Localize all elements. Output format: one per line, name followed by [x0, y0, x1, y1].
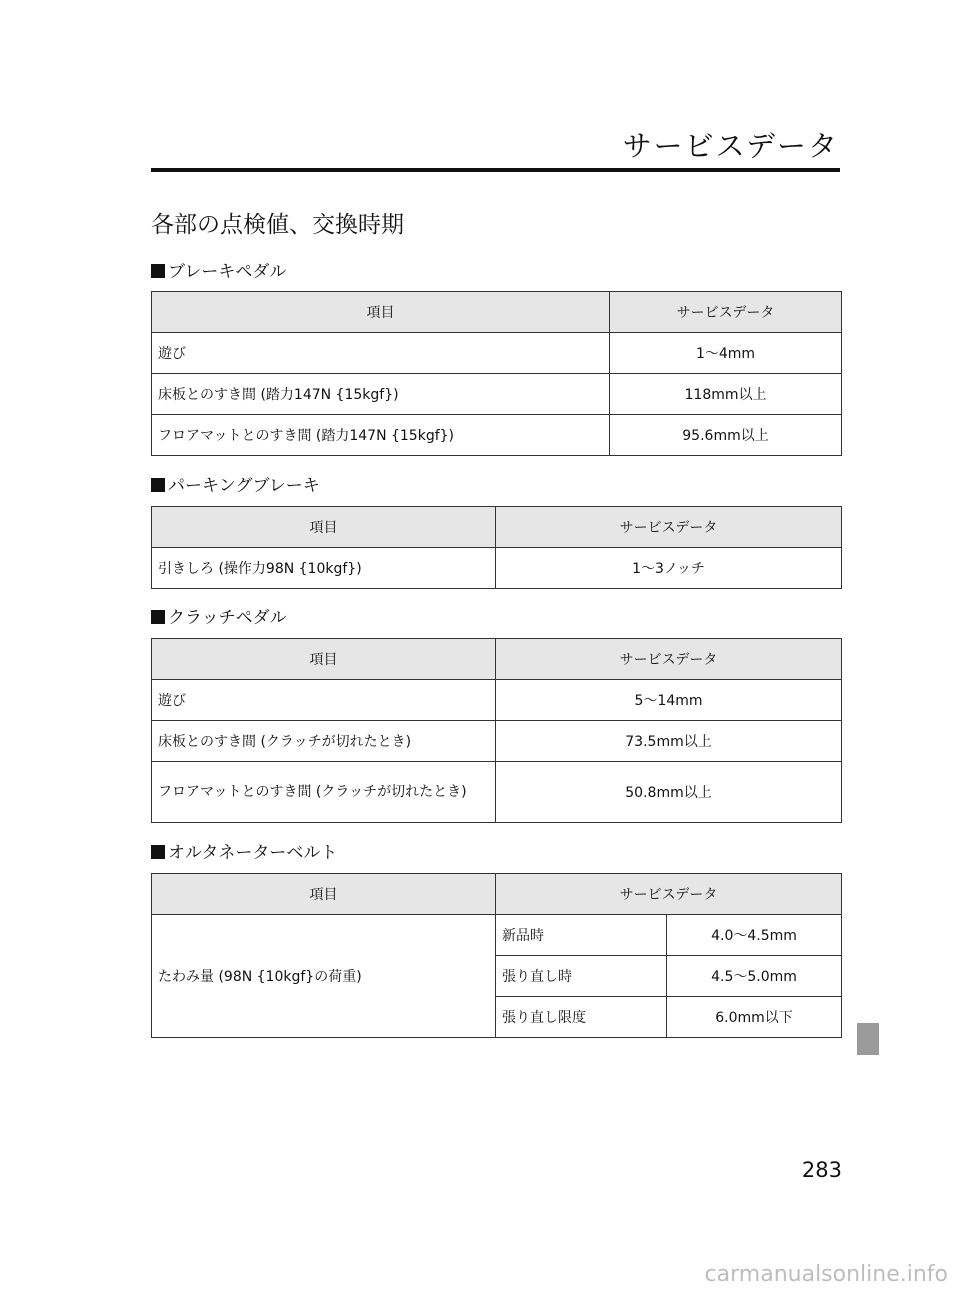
- cell-value: 5～14mm: [496, 680, 842, 721]
- brake-pedal-table: [151, 291, 842, 456]
- subheading-clutch-pedal: [151, 603, 287, 628]
- subheading-parking-brake: [151, 471, 320, 496]
- square-bullet-icon: [151, 845, 165, 859]
- clutch-pedal-table: [151, 638, 842, 823]
- table-header-row: [152, 874, 842, 915]
- table-row: [152, 374, 842, 415]
- square-bullet-icon: [151, 610, 165, 624]
- cell-item: たわみ量 (98N {10kgf}の荷重): [152, 915, 496, 1038]
- column-header-data: サービスデータ: [496, 507, 842, 548]
- cell-value: 118mm以上: [610, 374, 842, 415]
- cell-value: 73.5mm以上: [496, 721, 842, 762]
- parking-brake-table: [151, 506, 842, 589]
- column-header-data: サービスデータ: [496, 874, 842, 915]
- cell-item: 床板とのすき間 (踏力147N {15kgf}): [152, 374, 610, 415]
- subheading-text: ブレーキペダル: [168, 262, 287, 282]
- subheading-alternator-belt: [151, 838, 337, 863]
- cell-item: 床板とのすき間 (クラッチが切れたとき): [152, 721, 496, 762]
- alternator-belt-table: [151, 873, 842, 1038]
- cell-condition: 新品時: [496, 915, 667, 956]
- cell-item: 遊び: [152, 680, 496, 721]
- subheading-text: オルタネーターベルト: [168, 843, 338, 863]
- table-row: [152, 333, 842, 374]
- cell-item: 引きしろ (操作力98N {10kgf}): [152, 548, 496, 589]
- subheading-brake-pedal: [151, 257, 286, 282]
- footer-watermark: carmanualsonline.info: [704, 1262, 948, 1287]
- cell-value: 1～3ノッチ: [496, 548, 842, 589]
- table-row: [152, 415, 842, 456]
- chapter-tab: [857, 1023, 879, 1055]
- column-header-item: 項目: [152, 874, 496, 915]
- column-header-item: 項目: [152, 292, 610, 333]
- cell-value: 50.8mm以上: [496, 762, 842, 823]
- header-rule: [151, 168, 840, 172]
- table-row: [152, 762, 842, 823]
- cell-value: 4.5～5.0mm: [667, 956, 842, 997]
- cell-value: 95.6mm以上: [610, 415, 842, 456]
- subheading-text: クラッチペダル: [168, 608, 287, 628]
- table-row: [152, 548, 842, 589]
- table-header-row: [152, 639, 842, 680]
- column-header-item: 項目: [152, 639, 496, 680]
- cell-value: 4.0～4.5mm: [667, 915, 842, 956]
- cell-value: 6.0mm以下: [667, 997, 842, 1038]
- table-row: [152, 680, 842, 721]
- cell-value: 1～4mm: [610, 333, 842, 374]
- column-header-data: サービスデータ: [496, 639, 842, 680]
- page-number: 283: [801, 1158, 842, 1182]
- column-header-item: 項目: [152, 507, 496, 548]
- table-row: [152, 915, 842, 956]
- column-header-data: サービスデータ: [610, 292, 842, 333]
- cell-item: フロアマットとのすき間 (踏力147N {15kgf}): [152, 415, 610, 456]
- subheading-text: パーキングブレーキ: [168, 476, 320, 496]
- cell-item: 遊び: [152, 333, 610, 374]
- square-bullet-icon: [151, 478, 165, 492]
- cell-item: フロアマットとのすき間 (クラッチが切れたとき): [152, 762, 496, 823]
- cell-condition: 張り直し時: [496, 956, 667, 997]
- cell-condition: 張り直し限度: [496, 997, 667, 1038]
- table-header-row: [152, 507, 842, 548]
- section-title: 各部の点検値、交換時期: [151, 212, 404, 238]
- table-row: [152, 721, 842, 762]
- square-bullet-icon: [151, 264, 165, 278]
- page-header-title: サービスデータ: [622, 129, 839, 163]
- table-header-row: [152, 292, 842, 333]
